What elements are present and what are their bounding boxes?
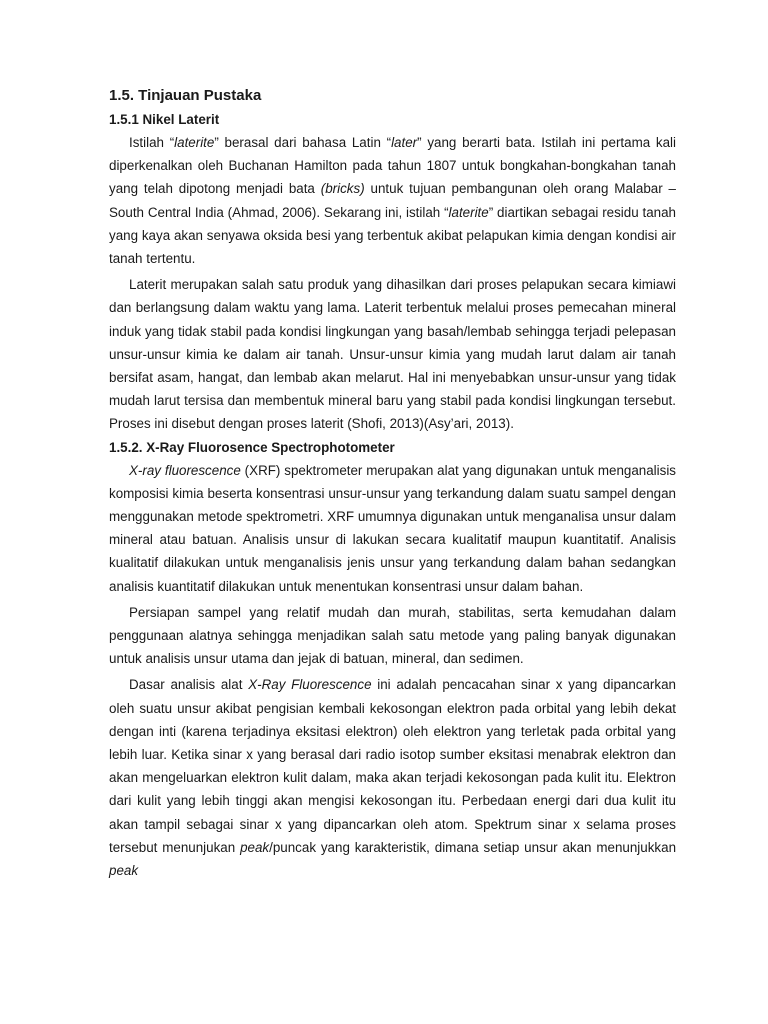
italic-text: later bbox=[391, 135, 418, 150]
text-run: Istilah “ bbox=[129, 135, 175, 150]
italic-text: X-ray fluorescence bbox=[129, 462, 241, 478]
text-run: /puncak yang karakteristik, dimana setiap unsur akan menunjukkan bbox=[269, 839, 677, 855]
text-run: Dasar analisis alat bbox=[129, 677, 249, 693]
paragraph-xrf-principle bbox=[109, 673, 676, 882]
paragraph-laterite-definition bbox=[109, 131, 676, 270]
paragraph-xrf-advantages bbox=[109, 601, 676, 671]
italic-text: peak bbox=[240, 839, 270, 855]
text-run: Laterit merupakan salah satu produk yang dihasilkan dari proses pelapukan secara kimiawi dan berlangsung dalam waktu yang lama. Laterit terbentuk melalui proses pemecahan mineral induk yang tidak stabil pada kondisi lingkungan yang basah/lembab sehingga terjadi pelepasan unsur-unsur kimia ke dalam air tanah. Unsur-unsur kimia yang mudah larut dalam air tanah bersifat asam, hangat, dan lembab akan melarut. Hal ini menyebabkan unsur-unsur yang tidak mudah larut tersisa dan membentuk mineral baru yang stabil pada kondisi lingkungan tersebut. Proses ini disebut dengan proses laterit (Shofi, 2013)(Asy’ari, 2013). bbox=[109, 277, 676, 432]
text-run: ” diartikan sebagai residu tanah yang kaya akan senyawa oksida besi yang terbentuk akibat pelapukan kimia dengan kondisi air tanah tertentu. bbox=[109, 204, 677, 267]
italic-text: X-Ray Fluorescence bbox=[248, 677, 372, 693]
text-run: Persiapan sampel yang relatif mudah dan murah, stabilitas, serta kemudahan dalam penggunaan alatnya sehingga menjadikan salah satu metode yang paling banyak digunakan untuk analisis unsur utama dan jejak di batuan, mineral, dan sedimen. bbox=[109, 604, 676, 667]
paragraph-xrf-definition bbox=[109, 459, 676, 598]
paragraph-laterit-formation bbox=[109, 273, 676, 435]
subsection-heading-xrf: 1.5.2. X-Ray Fluorosence Spectrophotometer bbox=[109, 439, 395, 455]
text-run: untuk tujuan pembangunan oleh orang Malabar – South Central India (Ahmad, 2006). Sekarang ini, istilah “ bbox=[109, 181, 676, 220]
text-run: ” berasal dari bahasa Latin “ bbox=[214, 135, 392, 150]
italic-text: laterite bbox=[174, 135, 215, 150]
text-run: (XRF) spektrometer merupakan alat yang digunakan untuk menganalisis komposisi kimia beserta konsentrasi unsur-unsur yang terkandung dalam suatu sampel dengan menggunakan metode spektrometri. XRF umumnya digunakan untuk menganalisa unsur dalam mineral atau batuan. Analisis unsur di lakukan secara kualitatif maupun kuantitatif. Analisis kualitatif dilakukan untuk menganalisis jenis unsur yang terkandung dalam bahan sedangkan analisis kuantitatif dilakukan untuk menentukan konsentrasi unsur dalam bahan. bbox=[109, 462, 676, 594]
text-run: ini adalah pencacahan sinar x yang dipancarkan oleh suatu unsur akibat pengisian kembali kekosongan elektron pada orbital yang lebih dekat dengan inti (karena terjadinya eksitasi elektron) oleh elektron yang terletak pada orbital yang lebih luar. Ketika sinar x yang berasal dari radio isotop sumber eksitasi menabrak elektron dan akan mengeluarkan elektron kulit dalam, maka akan terjadi kekosongan pada kulit itu. Elektron dari kulit yang lebih tinggi akan mengisi kekosongan itu. Perbedaan energi dari dua kulit itu akan tampil sebagai sinar x yang dipancarkan oleh atom. Spektrum sinar x selama proses tersebut menunjukan bbox=[109, 677, 676, 855]
italic-text: peak bbox=[109, 863, 139, 879]
italic-text: (bricks) bbox=[320, 181, 365, 197]
section-heading-tinjauan-pustaka: 1.5. Tinjauan Pustaka bbox=[109, 87, 262, 104]
subsection-heading-nikel-laterit: 1.5.1 Nikel Laterit bbox=[109, 112, 220, 127]
text-run: ” yang berarti bata. Istilah ini pertama kali diperkenalkan oleh Buchanan Hamilton pada tahun 1807 untuk bongkahan-bongkahan tanah yang telah dipotong menjadi bata bbox=[109, 135, 676, 197]
italic-text: laterite bbox=[448, 204, 489, 220]
